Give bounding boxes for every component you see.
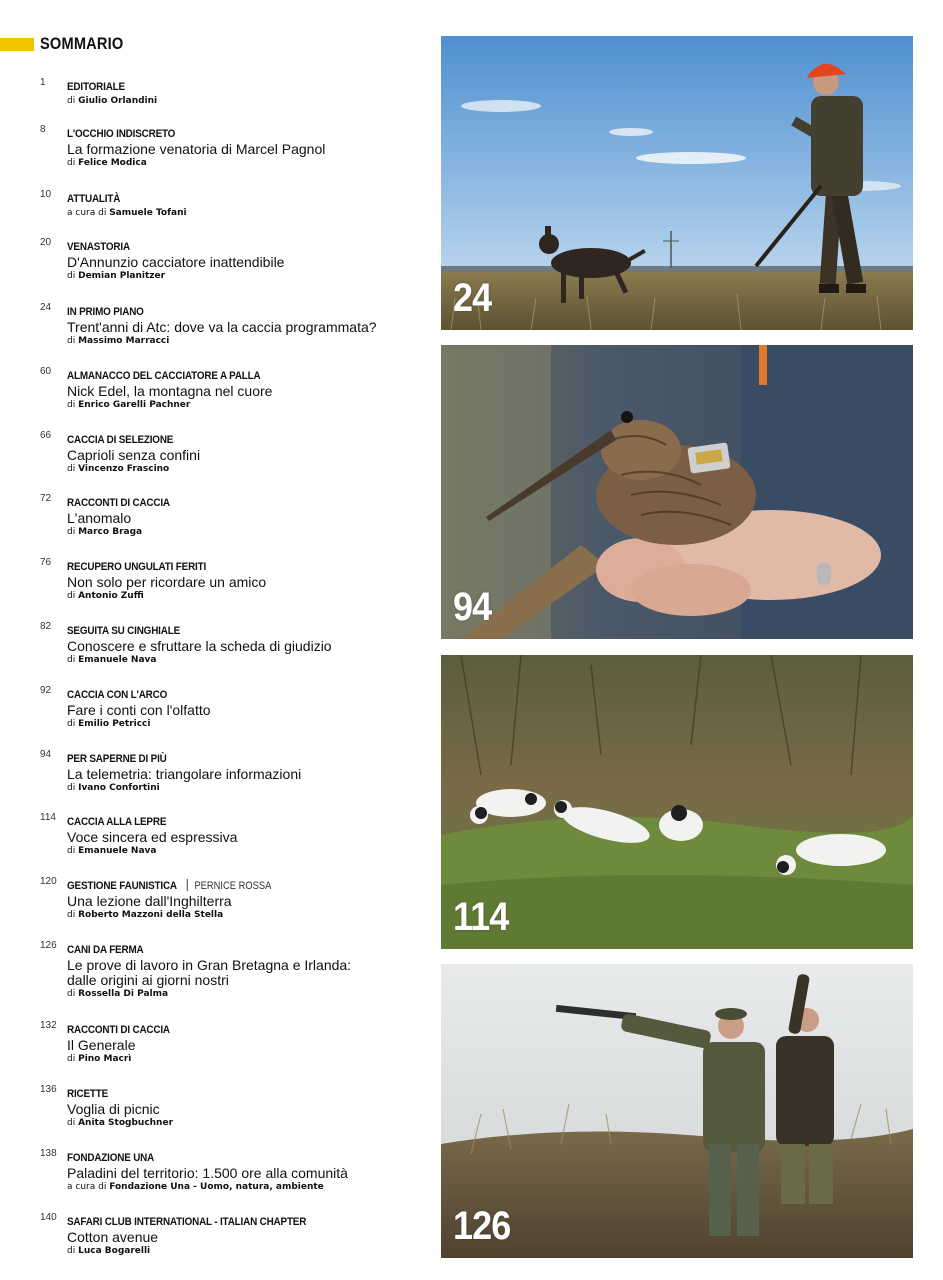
section-label: CACCIA DI SELEZIONE [67, 434, 174, 446]
byline [67, 207, 427, 219]
article-title: Cotton avenue [67, 1229, 159, 1245]
article-title: Fare i conti con l'olfatto [67, 702, 211, 718]
shooters-on-moor-photo [441, 964, 913, 1258]
divider [186, 879, 187, 891]
article-title: Non solo per ricordare un amico [67, 574, 267, 590]
byline-prefix: di [67, 158, 76, 168]
author: Luca Bogarelli [78, 1246, 151, 1256]
article-title: Il Generale [67, 1037, 136, 1053]
photo-snipe-in-hands[interactable] [441, 345, 913, 639]
byline-prefix: di [67, 527, 76, 537]
author: Massimo Marracci [78, 336, 170, 346]
page-number: 20 [40, 237, 52, 248]
section-label: SAFARI CLUB INTERNATIONAL - ITALIAN CHAPTER [67, 1216, 307, 1228]
article-title-line: dalle origini ai giorni nostri [67, 972, 229, 988]
author: Samuele Tofani [109, 208, 187, 218]
section-label: CACCIA CON L'ARCO [67, 689, 168, 701]
byline [67, 399, 427, 411]
article-title-line: Le prove di lavoro in Gran Bretagna e Irlanda: [67, 957, 352, 973]
byline-prefix: di [67, 846, 76, 856]
section-label: RACCONTI DI CACCIA [67, 497, 170, 509]
section-label: GESTIONE FAUNISTICA [67, 880, 177, 892]
hunter-with-dog-photo [441, 36, 913, 330]
snipe-in-hands-photo [441, 345, 913, 639]
subsection-text: PERNICE ROSSA [194, 880, 271, 892]
photo-page-label: 126 [453, 1204, 511, 1248]
page-number: 138 [40, 1148, 57, 1159]
section-label: CACCIA ALLA LEPRE [67, 816, 167, 828]
page-number: 82 [40, 621, 52, 632]
article-title: L'anomalo [67, 510, 132, 526]
byline-prefix: di [67, 783, 76, 793]
byline-prefix: di [67, 464, 76, 474]
page-number: 72 [40, 493, 52, 504]
page-number: 92 [40, 685, 52, 696]
article-title: Voglia di picnic [67, 1101, 160, 1117]
byline-prefix: a cura di [67, 1182, 107, 1192]
author: Anita Stogbuchner [78, 1118, 174, 1128]
page-number: 76 [40, 557, 52, 568]
section-label: IN PRIMO PIANO [67, 306, 144, 318]
section-label: ATTUALITÀ [67, 193, 121, 205]
byline [67, 718, 427, 730]
section-label: EDITORIALE [67, 81, 125, 93]
page-number: 1 [40, 77, 46, 88]
byline [67, 95, 427, 107]
page-number: 140 [40, 1212, 57, 1223]
author: Pino Macrì [78, 1054, 132, 1064]
byline [67, 463, 427, 475]
page-number: 126 [40, 940, 57, 951]
byline [67, 988, 427, 1000]
author: Ivano Confortini [78, 783, 160, 793]
section-label: PER SAPERNE DI PIÙ [67, 753, 167, 765]
article-title: Una lezione dall'Inghilterra [67, 893, 232, 909]
byline [67, 1245, 427, 1257]
article-title: Conoscere e sfruttare la scheda di giudizio [67, 638, 332, 654]
author: Antonio Zuffi [78, 591, 144, 601]
byline-prefix: di [67, 989, 76, 999]
section-label: ALMANACCO DEL CACCIATORE A PALLA [67, 370, 261, 382]
byline-prefix: di [67, 400, 76, 410]
page-number: 114 [40, 812, 56, 823]
author: Demian Planitzer [78, 271, 166, 281]
article-title: Trent'anni di Atc: dove va la caccia programmata? [67, 319, 377, 335]
article-title: Paladini del territorio: 1.500 ore alla comunità [67, 1165, 348, 1181]
article-title: Nick Edel, la montagna nel cuore [67, 383, 273, 399]
byline-prefix: di [67, 96, 76, 106]
section-label: SEGUITA SU CINGHIALE [67, 625, 181, 637]
byline [67, 335, 427, 347]
page-number: 8 [40, 124, 46, 135]
page-number: 136 [40, 1084, 57, 1095]
table-of-contents [0, 0, 430, 1280]
byline-prefix: di [67, 1054, 76, 1064]
author: Marco Braga [78, 527, 143, 537]
article-title: Voce sincera ed espressiva [67, 829, 238, 845]
pointer-dogs-photo [441, 655, 913, 949]
section-label: RECUPERO UNGULATI FERITI [67, 561, 207, 573]
byline-prefix: a cura di [67, 208, 107, 218]
page-number: 24 [40, 302, 52, 313]
section-label: L'OCCHIO INDISCRETO [67, 128, 176, 140]
author: Emilio Petricci [78, 719, 151, 729]
byline-prefix: di [67, 336, 76, 346]
section-label: FONDAZIONE UNA [67, 1152, 155, 1164]
author: Rossella Di Palma [78, 989, 169, 999]
byline [67, 1117, 427, 1129]
byline [67, 782, 427, 794]
author: Vincenzo Frascino [78, 464, 170, 474]
author: Felice Modica [78, 158, 147, 168]
author: Enrico Garelli Pachner [78, 400, 191, 410]
article-title: D'Annunzio cacciatore inattendibile [67, 254, 285, 270]
photo-page-label: 114 [453, 895, 509, 939]
byline [67, 1181, 427, 1193]
byline [67, 590, 427, 602]
photo-pointer-dogs[interactable] [441, 655, 913, 949]
subsection-label [180, 879, 271, 893]
byline [67, 845, 427, 857]
page-number: 60 [40, 366, 52, 377]
byline [67, 654, 427, 666]
article-title: Caprioli senza confini [67, 447, 201, 463]
page-number: 132 [40, 1020, 57, 1031]
section-label: RICETTE [67, 1088, 109, 1100]
photo-page-label: 24 [453, 276, 492, 320]
section-label: CANI DA FERMA [67, 944, 144, 956]
author: Fondazione Una - Uomo, natura, ambiente [109, 1182, 324, 1192]
byline [67, 157, 427, 169]
page-number: 94 [40, 749, 52, 760]
byline-prefix: di [67, 719, 76, 729]
byline [67, 270, 427, 282]
author: Giulio Orlandini [78, 96, 158, 106]
photo-shooters-on-moor[interactable] [441, 964, 913, 1258]
byline-prefix: di [67, 271, 76, 281]
page-number: 66 [40, 430, 52, 441]
photo-page-label: 94 [453, 585, 492, 629]
page-title: SOMMARIO [40, 34, 124, 53]
byline-prefix: di [67, 1246, 76, 1256]
page-number: 120 [40, 876, 57, 887]
byline [67, 909, 427, 921]
page-number: 10 [40, 189, 52, 200]
photo-hunter-with-dog[interactable] [441, 36, 913, 330]
byline [67, 1053, 427, 1065]
author: Emanuele Nava [78, 655, 157, 665]
section-label: VENASTORIA [67, 241, 130, 253]
byline-prefix: di [67, 1118, 76, 1128]
byline-prefix: di [67, 910, 76, 920]
byline-prefix: di [67, 655, 76, 665]
byline [67, 526, 427, 538]
article-title: La formazione venatoria di Marcel Pagnol [67, 141, 326, 157]
article-title: La telemetria: triangolare informazioni [67, 766, 302, 782]
byline-prefix: di [67, 591, 76, 601]
section-label: RACCONTI DI CACCIA [67, 1024, 170, 1036]
author: Roberto Mazzoni della Stella [78, 910, 224, 920]
author: Emanuele Nava [78, 846, 157, 856]
